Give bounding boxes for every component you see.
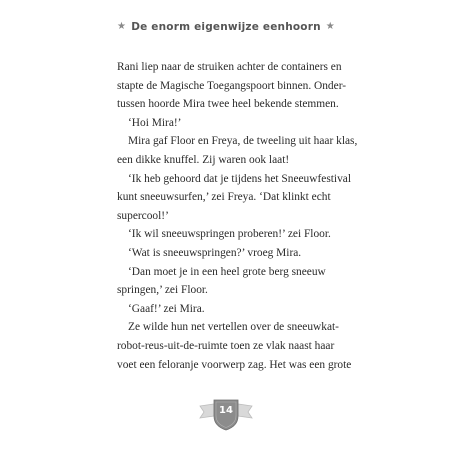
page-number-badge [198, 396, 254, 432]
text-line: een dikke knuffel. Zij waren ook laat! [117, 153, 290, 166]
body-text [117, 58, 358, 374]
text-line: ‘Ik wil sneeuwspringen proberen!’ zei Floor. [128, 228, 331, 241]
page-number: 14 [219, 405, 233, 416]
text-line: tussen hoorde Mira twee heel bekende stemmen. [117, 98, 339, 111]
text-line: voet een feloranje voorwerp zag. Het was een grote [117, 358, 352, 371]
star-icon: ★ [325, 21, 335, 32]
text-line: stapte de Magische Toegangspoort binnen. Onder- [117, 79, 347, 92]
text-line: ‘Wat is sneeuwspringen?’ vroeg Mira. [128, 246, 302, 259]
text-line: springen,’ zei Floor. [117, 284, 208, 297]
text-line: robot-reus-uit-de-ruimte toen ze vlak naast haar [117, 339, 335, 352]
text-line: Rani liep naar de struiken achter de containers en [117, 61, 342, 73]
text-line: ‘Dan moet je in een heel grote berg sneeuw [128, 265, 326, 278]
text-line: supercool!’ [117, 209, 169, 222]
text-line: ‘Ik heb gehoord dat je tijdens het Sneeuwfestival [128, 172, 352, 185]
text-line: ‘Hoi Mira!’ [128, 116, 182, 129]
text-line: Mira gaf Floor en Freya, de tweeling uit haar klas, [128, 135, 358, 148]
running-header [0, 21, 452, 33]
text-line: Ze wilde hun net vertellen over de sneeuwkat- [128, 321, 339, 334]
text-line: ‘Gaaf!’ zei Mira. [128, 302, 205, 315]
star-icon: ★ [117, 21, 127, 32]
book-title: De enorm eigenwijze eenhoorn [131, 21, 321, 33]
text-line: kunt sneeuwsurfen,’ zei Freya. ‘Dat klinkt echt [117, 191, 331, 204]
